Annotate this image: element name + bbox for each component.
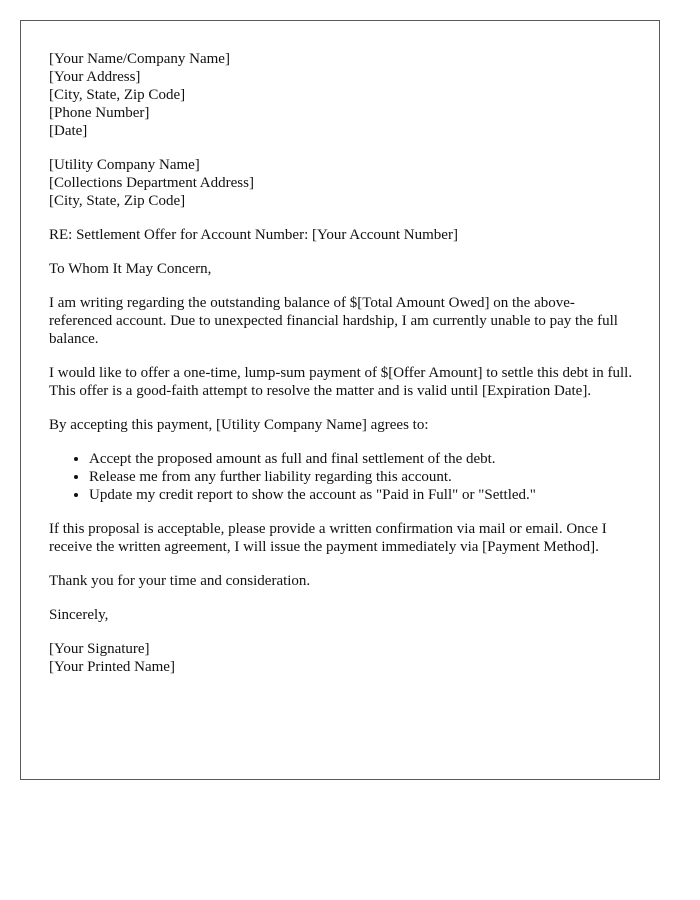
letter-body bbox=[49, 50, 635, 676]
sender-block bbox=[49, 50, 635, 140]
sender-address: [Your Address] bbox=[49, 69, 141, 85]
signature-line: [Your Signature] bbox=[49, 641, 150, 657]
intro-paragraph: I am writing regarding the outstanding balance of $[Total Amount Owed] on the above-referenced account. Due to unexpected financial hardship, I am currently unable to pay the full balance. bbox=[49, 295, 618, 347]
terms-list-item: • Accept the proposed amount as full and final settlement of the debt. bbox=[89, 450, 635, 468]
printed-name: [Your Printed Name] bbox=[49, 659, 175, 675]
sender-city-state-zip: [City, State, Zip Code] bbox=[49, 87, 186, 103]
recipient-address: [Collections Department Address] bbox=[49, 175, 254, 191]
recipient-company: [Utility Company Name] bbox=[49, 157, 200, 173]
recipient-city-state-zip: [City, State, Zip Code] bbox=[49, 193, 186, 209]
offer-paragraph: I would like to offer a one-time, lump-sum payment of $[Offer Amount] to settle this debt in full. This offer is a good-faith attempt to resolve the matter and is valid until [Expiration Date]. bbox=[49, 365, 633, 399]
terms-list-item: • Release me from any further liability regarding this account. bbox=[89, 468, 635, 486]
terms-list-item: • Update my credit report to show the account as "Paid in Full" or "Settled." bbox=[89, 486, 635, 504]
terms-intro-paragraph: By accepting this payment, [Utility Company Name] agrees to: bbox=[49, 417, 429, 433]
subject-line: RE: Settlement Offer for Account Number: [Your Account Number] bbox=[49, 227, 458, 243]
sender-name: [Your Name/Company Name] bbox=[49, 51, 230, 67]
terms-list bbox=[49, 450, 635, 504]
letter-frame bbox=[20, 20, 660, 780]
signature-block bbox=[49, 640, 635, 676]
thanks-paragraph: Thank you for your time and consideration. bbox=[49, 573, 311, 589]
salutation: To Whom It May Concern, bbox=[49, 261, 212, 277]
letter-date: [Date] bbox=[49, 123, 88, 139]
sender-phone: [Phone Number] bbox=[49, 105, 150, 121]
confirmation-paragraph: If this proposal is acceptable, please provide a written confirmation via mail or email. Once I receive the written agreement, I will issue the payment immediately via [Payment Method]. bbox=[49, 521, 607, 555]
recipient-block bbox=[49, 156, 635, 210]
closing: Sincerely, bbox=[49, 607, 109, 623]
